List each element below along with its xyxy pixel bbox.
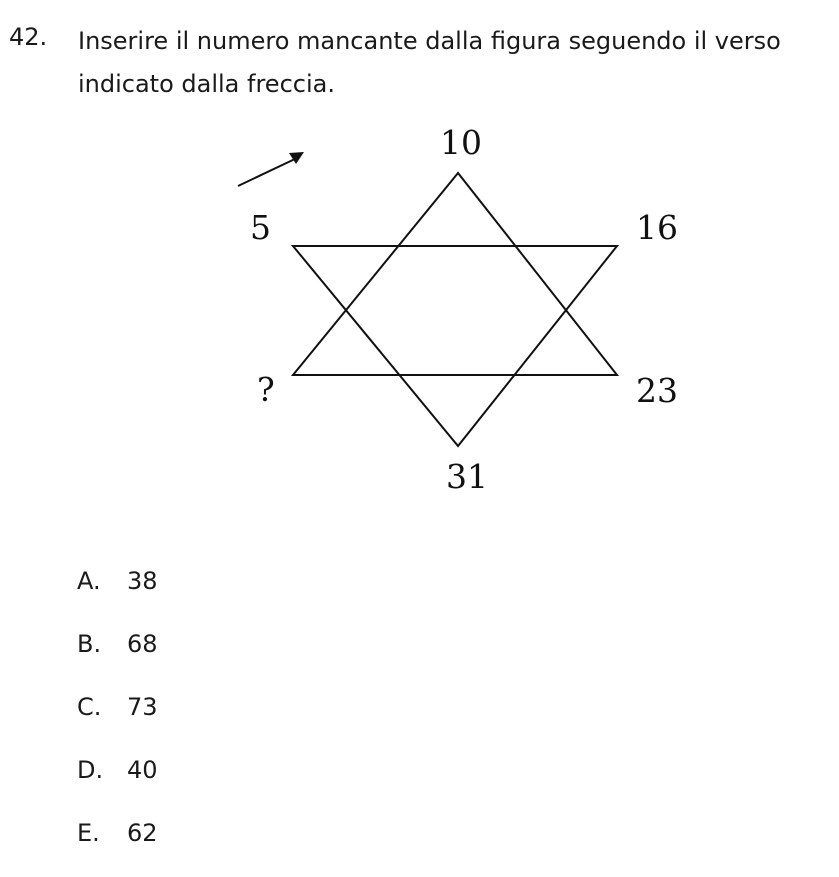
option-value: 68 <box>127 630 158 658</box>
option-letter: D. <box>77 756 104 784</box>
answer-options <box>77 562 158 877</box>
option-value: 38 <box>127 567 158 595</box>
option-value: 73 <box>127 693 158 721</box>
downward-triangle <box>293 246 617 446</box>
question-number: 42. <box>9 23 48 51</box>
option-e[interactable] <box>77 814 158 877</box>
question-text: Inserire il numero mancante dalla figura seguendo il verso indicato dalla freccia. <box>78 27 781 98</box>
option-letter: E. <box>77 819 100 847</box>
direction-arrow-line <box>238 158 297 186</box>
vertex-label-top-left: 5 <box>250 208 271 247</box>
option-value: 40 <box>127 756 158 784</box>
vertex-label-top-right: 16 <box>636 208 678 247</box>
vertex-label-bottom-left: ? <box>257 370 275 409</box>
vertex-label-bottom: 31 <box>446 457 488 496</box>
option-letter: C. <box>77 693 102 721</box>
option-d[interactable] <box>77 751 158 814</box>
option-letter: A. <box>77 567 101 595</box>
option-value: 62 <box>127 819 158 847</box>
option-letter: B. <box>77 630 102 658</box>
vertex-label-bottom-right: 23 <box>636 371 678 410</box>
option-a[interactable] <box>77 562 158 625</box>
option-b[interactable] <box>77 625 158 688</box>
direction-arrow-icon <box>289 152 304 164</box>
option-c[interactable] <box>77 688 158 751</box>
vertex-label-top: 10 <box>440 123 482 162</box>
upward-triangle <box>293 173 617 375</box>
